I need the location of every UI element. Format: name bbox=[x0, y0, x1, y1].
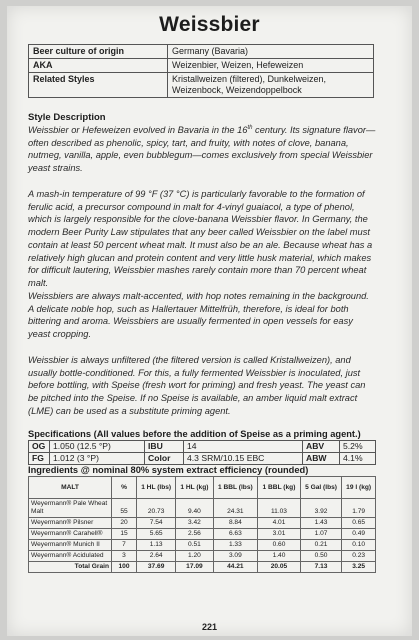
paragraph-history bbox=[28, 124, 376, 175]
table-row bbox=[29, 551, 376, 562]
total-hl-kg: 17.09 bbox=[176, 562, 213, 573]
malt-percent: 55 bbox=[112, 499, 137, 518]
malt-percent: 20 bbox=[112, 518, 137, 529]
l-kg: 1.79 bbox=[342, 499, 376, 518]
hl-lbs: 7.54 bbox=[137, 518, 176, 529]
table-row bbox=[29, 499, 376, 518]
gal-lbs: 1.07 bbox=[300, 529, 342, 540]
aka-label: AKA bbox=[29, 59, 168, 73]
bbl-kg: 3.01 bbox=[258, 529, 301, 540]
aka-value: Weizenbier, Weizen, Hefeweizen bbox=[168, 59, 374, 73]
abw-label: ABW bbox=[303, 453, 340, 465]
bbl-lbs: 3.09 bbox=[213, 551, 258, 562]
style-info-table bbox=[28, 44, 374, 98]
table-row bbox=[29, 453, 376, 465]
style-description-heading: Style Description bbox=[28, 112, 106, 123]
bbl-lbs: 6.63 bbox=[213, 529, 258, 540]
fg-value: 1.012 (3 °P) bbox=[50, 453, 145, 465]
book-page bbox=[7, 6, 412, 636]
abw-value: 4.1% bbox=[340, 453, 376, 465]
color-label: Color bbox=[145, 453, 184, 465]
origin-value: Germany (Bavaria) bbox=[168, 45, 374, 59]
total-gal-lbs: 7.13 bbox=[300, 562, 342, 573]
total-label: Total Grain bbox=[29, 562, 112, 573]
ingredients-heading: Ingredients @ nominal 80% system extract efficiency (rounded) bbox=[28, 465, 309, 475]
col-malt: MALT bbox=[29, 477, 112, 499]
table-row bbox=[29, 59, 374, 73]
bbl-kg: 4.01 bbox=[258, 518, 301, 529]
paragraph-history-b: century. Its signature flavor—often described as phenolic, spicy, tart, and fruity, with notes of clove, banana, nutmeg, vanilla, apple, even bubblegum—comes exclusively from special Weissbier yeast strains. bbox=[28, 125, 376, 174]
related-styles-label: Related Styles bbox=[29, 73, 168, 98]
table-row bbox=[29, 529, 376, 540]
page-title: Weissbier bbox=[159, 13, 260, 36]
total-percent: 100 bbox=[112, 562, 137, 573]
hl-kg: 0.51 bbox=[176, 540, 213, 551]
bbl-lbs: 1.33 bbox=[213, 540, 258, 551]
bbl-kg: 11.03 bbox=[258, 499, 301, 518]
malt-percent: 15 bbox=[112, 529, 137, 540]
col-gal-lbs: 5 Gal (lbs) bbox=[300, 477, 342, 499]
table-row bbox=[29, 441, 376, 453]
total-bbl-kg: 20.05 bbox=[258, 562, 301, 573]
color-value: 4.3 SRM/10.15 EBC bbox=[184, 453, 303, 465]
l-kg: 0.23 bbox=[342, 551, 376, 562]
gal-lbs: 0.50 bbox=[300, 551, 342, 562]
specifications-table bbox=[28, 440, 376, 465]
malt-name: Weyermann® Pale Wheat Malt bbox=[29, 499, 112, 518]
l-kg: 0.65 bbox=[342, 518, 376, 529]
col-bbl-kg: 1 BBL (kg) bbox=[258, 477, 301, 499]
hl-lbs: 2.64 bbox=[137, 551, 176, 562]
malt-percent: 7 bbox=[112, 540, 137, 551]
paragraph-mash: A mash-in temperature of 99 °F (37 °C) is particularly favorable to the formation of ferulic acid, a precursor compound in malt for 4-vinyl guaiacol, a type of phenol, which is largely responsible for the clove-banana Weissbier flavor. In Germany, the modern Beer Purity Law stipulates that any beer called Weissbier on the label must contain at least 50 percent wheat malt. It must also be an ale. Because wheat has a relatively high glucan and protein content and very little husk material, which makes for difficult lautering, Weissbier mashes rarely contain more than 70 percent wheat malt. bbox=[28, 189, 373, 288]
hl-kg: 9.40 bbox=[176, 499, 213, 518]
col-bbl-lbs: 1 BBL (lbs) bbox=[213, 477, 258, 499]
bbl-lbs: 24.31 bbox=[213, 499, 258, 518]
total-l-kg: 3.25 bbox=[342, 562, 376, 573]
bbl-kg: 0.60 bbox=[258, 540, 301, 551]
malt-name: Weyermann® Carahell® bbox=[29, 529, 112, 540]
ordinal-suffix: th bbox=[247, 124, 253, 131]
ibu-label: IBU bbox=[145, 441, 184, 453]
og-label: OG bbox=[29, 441, 50, 453]
col-hl-lbs: 1 HL (lbs) bbox=[137, 477, 176, 499]
table-row bbox=[29, 45, 374, 59]
paragraph-conditioning: Weissbier is always unfiltered (the filtered version is called Kristallweizen), and usually bottle-conditioned. For this, a fully fermented Weissbier is inoculated, just before bottling, with Speise (fresh wort for priming) and fresh yeast. The yeast can be pitched into the Speise. If no Speise is available, an amber liquid malt extract (LME) can be used as a substitute priming agent. bbox=[28, 355, 366, 416]
hl-kg: 2.56 bbox=[176, 529, 213, 540]
table-row bbox=[29, 73, 374, 98]
table-row bbox=[29, 518, 376, 529]
malt-name: Weyermann® Acidulated bbox=[29, 551, 112, 562]
hl-lbs: 1.13 bbox=[137, 540, 176, 551]
hl-lbs: 20.73 bbox=[137, 499, 176, 518]
abv-value: 5.2% bbox=[340, 441, 376, 453]
bbl-lbs: 8.84 bbox=[213, 518, 258, 529]
l-kg: 0.49 bbox=[342, 529, 376, 540]
gal-lbs: 0.21 bbox=[300, 540, 342, 551]
ibu-value: 14 bbox=[184, 441, 303, 453]
hl-kg: 3.42 bbox=[176, 518, 213, 529]
gal-lbs: 1.43 bbox=[300, 518, 342, 529]
og-value: 1.050 (12.5 °P) bbox=[50, 441, 145, 453]
ingredients-table bbox=[28, 476, 376, 573]
abv-label: ABV bbox=[303, 441, 340, 453]
malt-name: Weyermann® Munich II bbox=[29, 540, 112, 551]
gal-lbs: 3.92 bbox=[300, 499, 342, 518]
total-row bbox=[29, 562, 376, 573]
bbl-kg: 1.40 bbox=[258, 551, 301, 562]
table-header-row bbox=[29, 477, 376, 499]
l-kg: 0.10 bbox=[342, 540, 376, 551]
malt-percent: 3 bbox=[112, 551, 137, 562]
col-l-kg: 19 l (kg) bbox=[342, 477, 376, 499]
paragraph-history-a: Weissbier or Hefeweizen evolved in Bavaria in the 16 bbox=[28, 125, 248, 135]
col-percent: % bbox=[112, 477, 137, 499]
col-hl-kg: 1 HL (kg) bbox=[176, 477, 213, 499]
origin-label: Beer culture of origin bbox=[29, 45, 168, 59]
paragraph-hops: Weissbiers are always malt-accented, with hop notes remaining in the background. A delicate noble hop, such as Hallertauer Mittelfrüh, therefore, is ideal for both bittering and aroma. Weissbiers are usually fermented in open vessels for easy yeast cropping. bbox=[28, 291, 369, 340]
related-styles-value: Kristallweizen (filtered), Dunkelweizen, Weizenbock, Weizendoppelbock bbox=[168, 73, 374, 98]
hl-kg: 1.20 bbox=[176, 551, 213, 562]
hl-lbs: 5.65 bbox=[137, 529, 176, 540]
page-number: 221 bbox=[201, 622, 218, 632]
table-row bbox=[29, 540, 376, 551]
malt-name: Weyermann® Pilsner bbox=[29, 518, 112, 529]
fg-label: FG bbox=[29, 453, 50, 465]
total-hl-lbs: 37.69 bbox=[137, 562, 176, 573]
total-bbl-lbs: 44.21 bbox=[213, 562, 258, 573]
specifications-heading: Specifications (All values before the addition of Speise as a priming agent.) bbox=[28, 429, 361, 439]
